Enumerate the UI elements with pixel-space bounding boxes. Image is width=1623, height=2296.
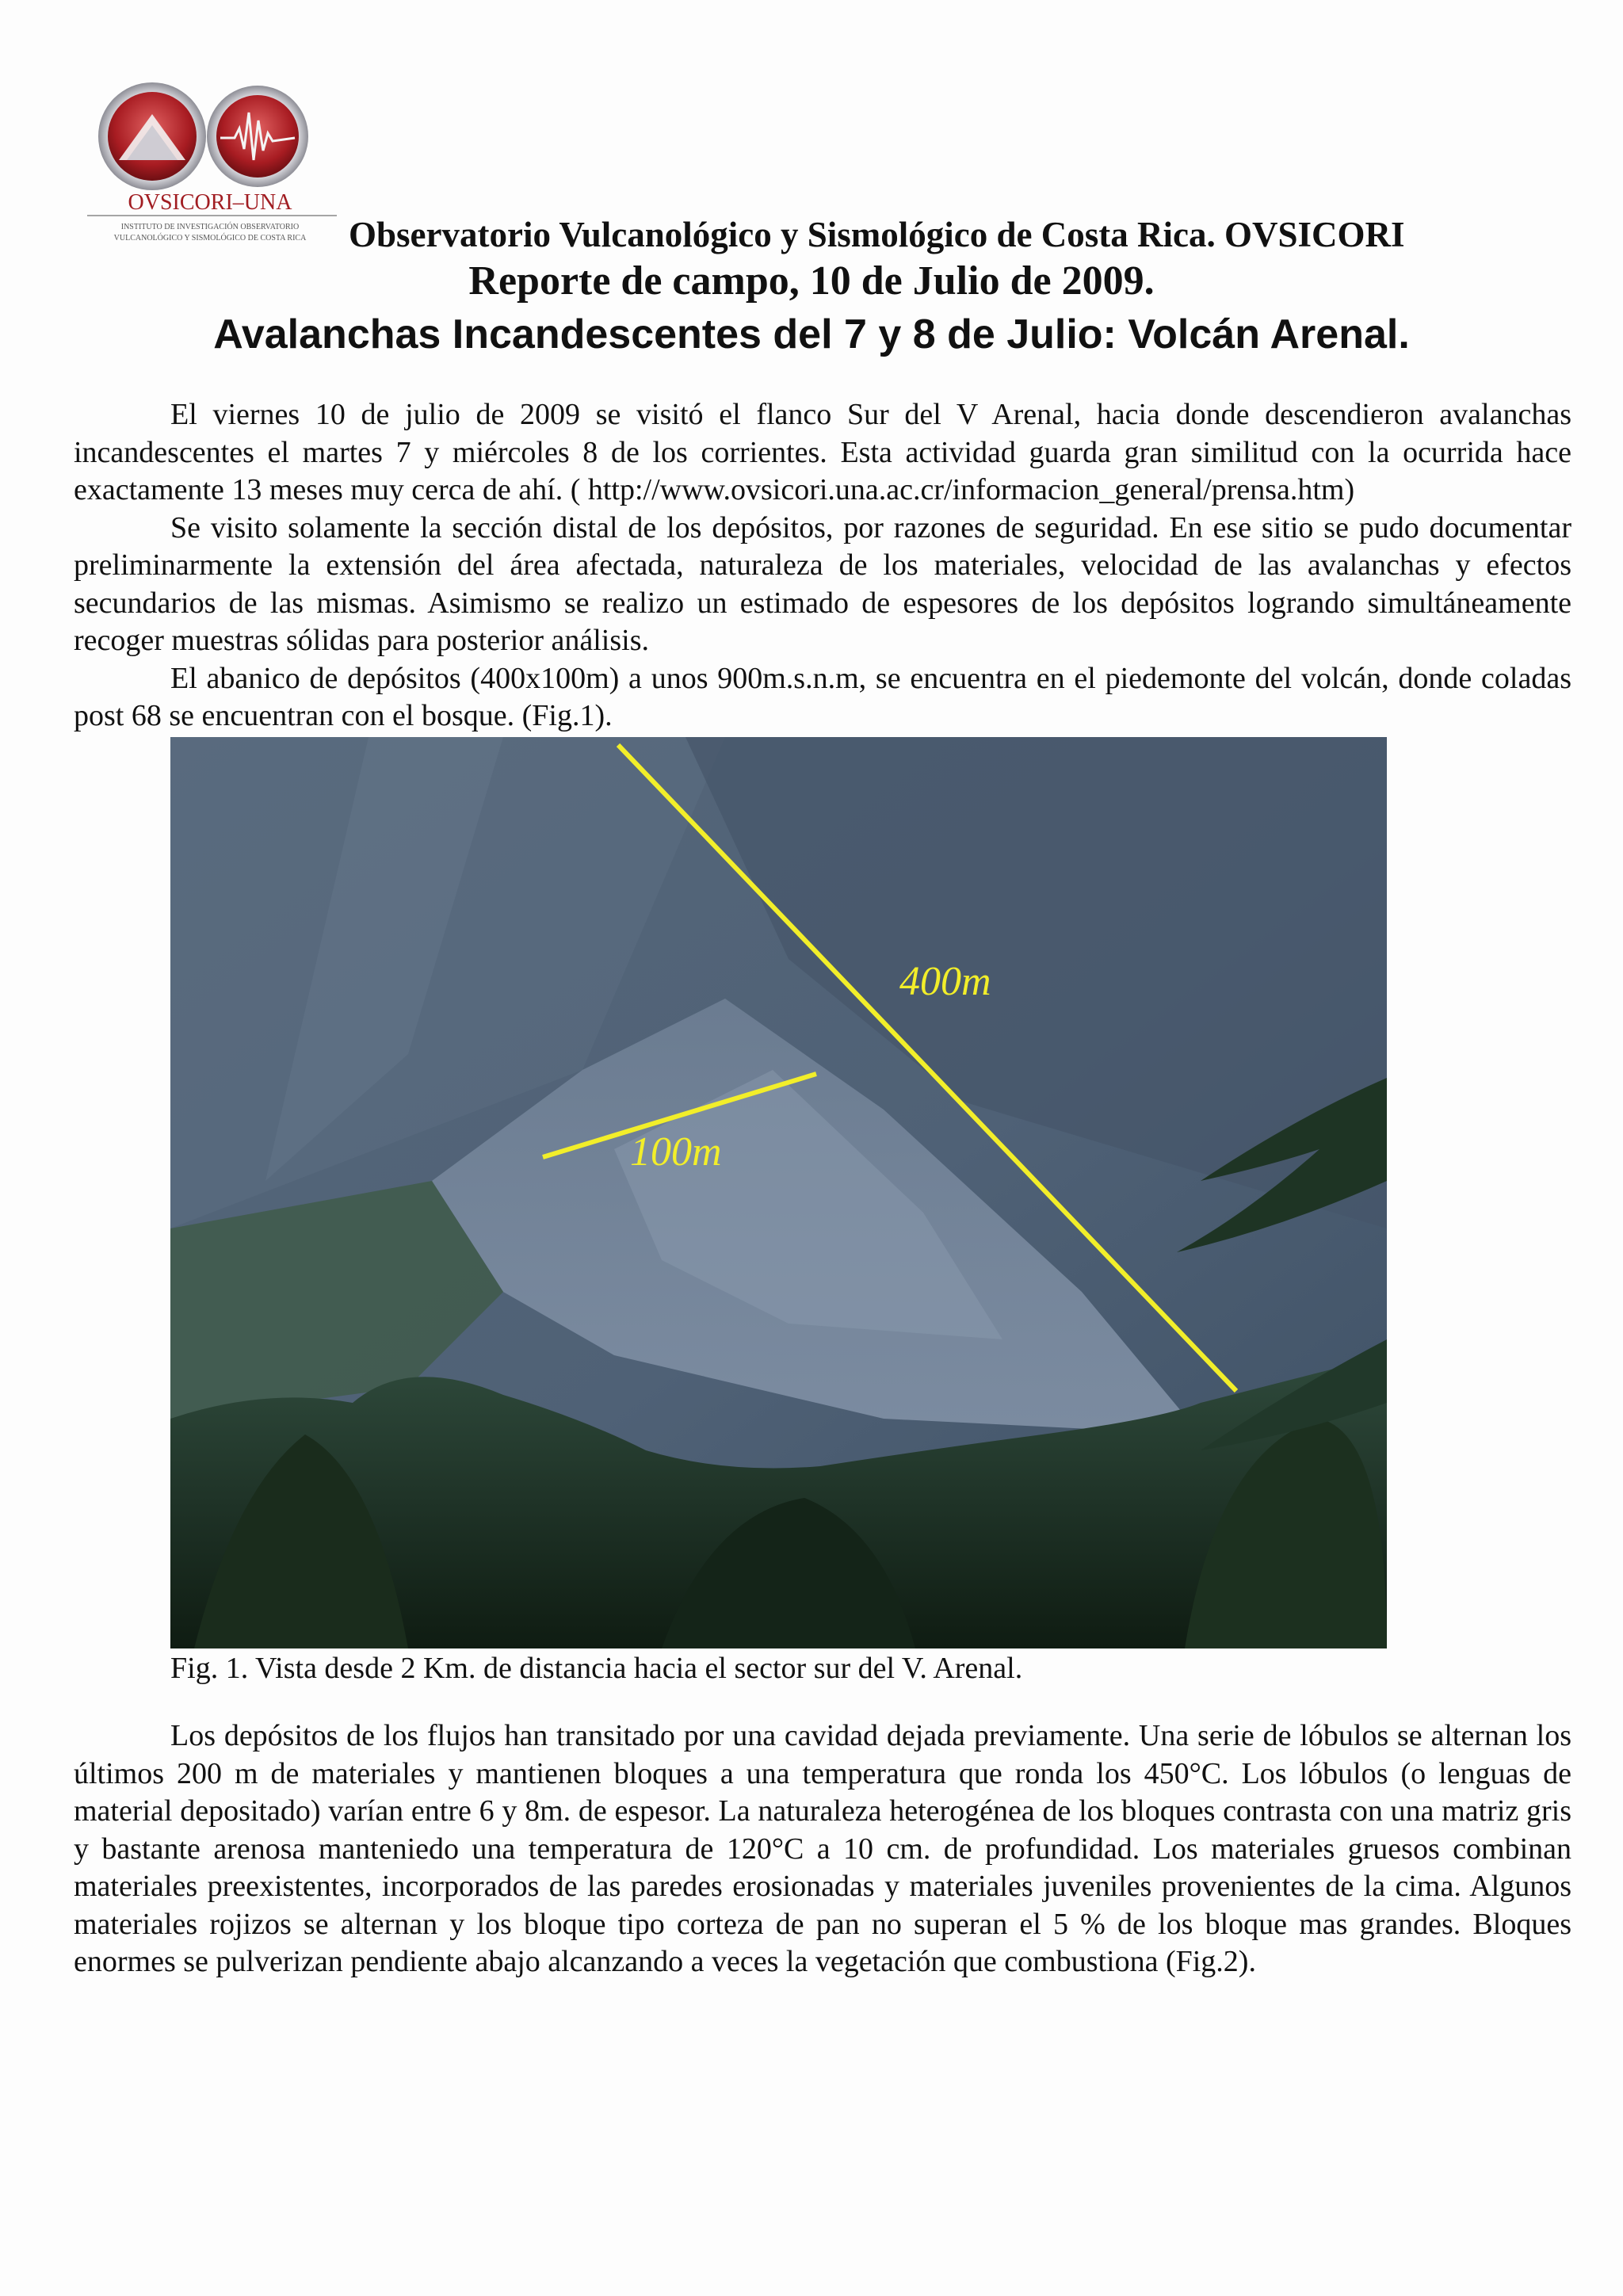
logo-subtitle-line2: VULCANOLÓGICO Y SISMOLÓGICO DE COSTA RICA <box>113 234 307 243</box>
figure-1-caption: Fig. 1. Vista desde 2 Km. de distancia hacia el sector sur del V. Arenal. <box>170 1652 1023 1685</box>
logo-name-text: OVSICORI–UNA <box>128 190 292 215</box>
deposits-description <box>74 1717 1571 1981</box>
annotation-label-400m: 400m <box>899 959 991 1004</box>
logo-subtitle-line1: INSTITUTO DE INVESTIGACIÓN OBSERVATORIO <box>120 223 300 231</box>
organization-name: Observatorio Vulcanológico y Sismológico de Costa Rica. OVSICORI <box>349 215 1405 254</box>
paragraph-visit: El viernes 10 de julio de 2009 se visitó el flanco Sur del V Arenal, hacia donde descendieron avalanchas incandescentes el martes 7 y miércoles 8 de los corrientes. Esta actividad guarda gran similitud con la ocurrida hace exactamente 13 meses muy cerca de ahí. ( http://www.ovsicori.una.ac.cr/informacion_general/prensa.htm) <box>74 398 1571 506</box>
paragraph-section: Se visito solamente la sección distal de los depósitos, por razones de seguridad. En ese sitio se pudo documentar preliminarmente la extensión del área afectada, naturaleza de los materiales, velocidad de las avalanchas y efectos secundarios de las mismas. Asimismo se realizo un estimado de espesores de los depósitos logrando simultáneamente recoger muestras sólidas para posterior análisis. <box>74 510 1571 657</box>
ovsicori-una-logo <box>79 73 341 251</box>
intro-text <box>74 396 1571 735</box>
figure-1-photo <box>170 737 1387 1648</box>
annotation-label-100m: 100m <box>630 1129 722 1175</box>
paragraph-deposits: El abanico de depósitos (400x100m) a unos 900m.s.n.m, se encuentra en el piedemonte del volcán, donde coladas post 68 se encuentran con el bosque. (Fig.1). <box>74 661 1571 732</box>
paragraph-flows: Los depósitos de los flujos han transitado por una cavidad dejada previamente. Una serie de lóbulos se alternan los últimos 200 m de materiales y mantienen bloques a una temperatura que ronda los 450°C. Los lóbulos (o lenguas de material depositado) varían entre 6 y 8m. de espesor. La naturaleza heterogénea de los bloques contrasta con una matriz gris y bastante arenosa manteniedo una temperatura de 120°C a 10 cm. de profundidad. Los materiales gruesos combinan materiales preexistentes, incorporados de las paredes erosionadas y materiales juveniles provenientes de la cima. Algunos materiales rojizos se alternan y los bloque tipo corteza de pan no superan el 5 % de los bloque mas grandes. Bloques enormes se pulverizan pendiente abajo alcanzando a veces la vegetación que combustiona (Fig.2). <box>74 1719 1571 1978</box>
report-title: Reporte de campo, 10 de Julio de 2009. <box>468 258 1155 304</box>
main-title: Avalanchas Incandescentes del 7 y 8 de Julio: Volcán Arenal. <box>213 311 1410 357</box>
